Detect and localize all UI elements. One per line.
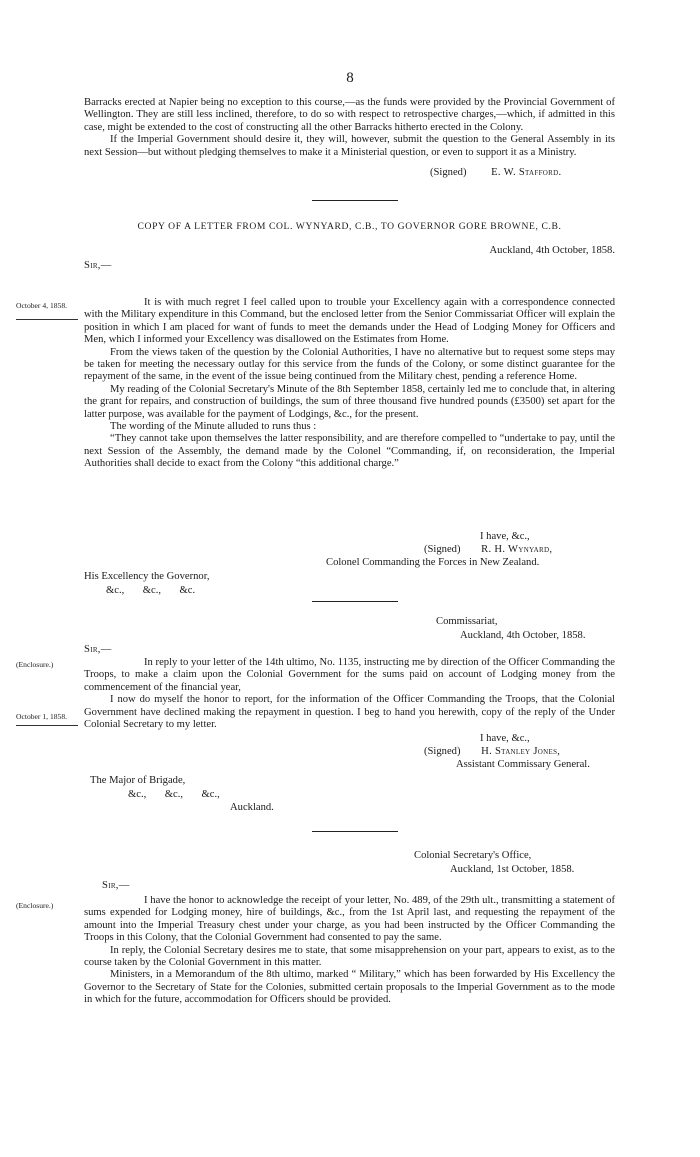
- paragraph: I now do myself the honor to report, for the information of the Officer Commanding the Troops, that the Colonial Government have declined making the repayment in question. I beg to hand you herewith, copy of the reply of the Under Colonial Secretary to my letter.: [84, 694, 615, 731]
- addressee-line: &c., &c., &c.,: [128, 789, 220, 800]
- salutation: Sir,—: [84, 644, 112, 655]
- addressee-line: &c., &c., &c.: [106, 585, 196, 596]
- margin-note: (Enclosure.): [16, 901, 54, 910]
- signature-line: [424, 746, 560, 759]
- signed-label: (Signed): [424, 746, 461, 757]
- margin-rule: [16, 725, 78, 726]
- closing: I have, &c.,: [480, 531, 530, 542]
- signed-label: (Signed): [424, 544, 461, 555]
- place-line: Commissariat,: [436, 616, 498, 627]
- signed-name: R. H. Wynyard,: [481, 544, 553, 555]
- paragraph: In reply, the Colonial Secretary desires me to state, that some misapprehension on your part, appears to exist, as to the course taken by the Colonial Government in this matter.: [84, 944, 615, 969]
- paragraph: It is with much regret I feel called upon to trouble your Excellency again with a correspondence connected with the Military expenditure in this Command, but the enclosed letter from the Senior Commissariat Officer will explain the position in which I am placed for want of funds to meet the demands under the Head of Lodging Money for Officers and Men, which I informed your Excellency was disallowed on the Estimates from Home.: [84, 297, 615, 346]
- place-date: Auckland, 4th October, 1858.: [489, 245, 615, 256]
- letter2-body: [84, 657, 615, 731]
- paragraph: Barracks erected at Napier being no exception to this course,—as the funds were provided by the Provincial Government of Wellington. They are still less inclined, therefore, to do so with respect to retrospective charges,—which, if admitted in this case, might be extended to the cost of constructing all the other Barracks hitherto erected in the Colony.: [84, 97, 615, 133]
- paragraph: I have the honor to acknowledge the receipt of your letter, No. 489, of the 29th ult., transmitting a statement of sums expended for Lodging money, hire of buildings, &c., from the 1st April last, and requesting the repayment of the amount into the Imperial Treasury chest under your charge, as you had been instructed by the Officer Commanding the Troops in this Colony, that the Colonial Government had consented to pay the same.: [84, 895, 615, 944]
- place-line: Colonial Secretary's Office,: [414, 850, 532, 861]
- top-section: [84, 97, 615, 159]
- divider: [312, 601, 398, 602]
- signature-line: [424, 544, 552, 557]
- addressee-line: The Major of Brigade,: [90, 775, 186, 786]
- letter1-body: [84, 297, 615, 471]
- signed-title: Colonel Commanding the Forces in New Zealand.: [326, 557, 540, 568]
- paragraph: In reply to your letter of the 14th ultimo, No. 1135, instructing me by direction of the Officer Commanding the Troops, to make a claim upon the Colonial Government for the sums paid on account of Lodging money from the commencement of the financial year,: [84, 657, 615, 693]
- signed-label: (Signed): [430, 167, 467, 178]
- divider: [312, 831, 398, 832]
- signed-title: Assistant Commissary General.: [456, 759, 590, 770]
- paragraph: Ministers, in a Memorandum of the 8th ultimo, marked “ Military,” which has been forwarded by His Excellency the Governor to the Secretary of State for the Colonies, submitted certain proposals to the Imperial Government as to the mode in which for the future, accommodation for Officers should be provided.: [84, 969, 615, 1006]
- margin-note: October 1, 1858.: [16, 712, 68, 721]
- margin-rule: [16, 319, 78, 320]
- salutation: Sir,—: [84, 260, 112, 271]
- margin-note: (Enclosure.): [16, 660, 54, 669]
- place-line: Auckland, 1st October, 1858.: [450, 864, 575, 875]
- place-line: Auckland, 4th October, 1858.: [460, 630, 586, 641]
- paragraph: If the Imperial Government should desire it, they will, however, submit the question to the General Assembly in its next Session—but without pledging themselves to make it a Ministerial question, or even to support it as a Ministry.: [84, 134, 615, 158]
- salutation: Sir,—: [102, 880, 130, 891]
- paragraph: From the views taken of the question by the Colonial Authorities, I have no alternative but to request some steps may be taken for meeting the necessary outlay for this service from the funds of the Colony, or some distinct guarantee for the repayment of the same, in the event of the issue being continued from the Military chest, pending a reference Home.: [84, 346, 615, 383]
- margin-note: October 4, 1858.: [16, 301, 68, 310]
- divider: [312, 200, 398, 201]
- signed-name: H. Stanley Jones,: [481, 746, 561, 757]
- letter-heading: COPY OF A LETTER FROM COL. WYNYARD, C.B., TO GOVERNOR GORE BROWNE, C.B.: [137, 221, 562, 232]
- closing: I have, &c.,: [480, 733, 530, 744]
- page-number: 8: [346, 70, 354, 86]
- signature-line: [430, 167, 561, 180]
- quoted-minute: “They cannot take upon themselves the latter responsibility, and are therefore compelled to “undertake to pay, until the next Session of the Assembly, the demand made by the Colonel “Commanding, if, on reconsideration, the Imperial Authorities shall decide to exact from the Colony “this additional charge.”: [84, 433, 615, 470]
- letter3-body: [84, 895, 615, 1007]
- paragraph: My reading of the Colonial Secretary's Minute of the 8th September 1858, certainly led me to conclude that, in altering the grant for repairs, and construction of buildings, the sum of three thousand five hundred pounds (£3500) set apart for the latter purpose, was available for the payment of Lodgings, &c., for the present.: [84, 383, 615, 420]
- paragraph: The wording of the Minute alluded to runs thus :: [110, 421, 317, 433]
- signed-name: E. W. Stafford.: [491, 167, 562, 178]
- addressee-line: Auckland.: [230, 802, 274, 813]
- addressee-line: His Excellency the Governor,: [84, 571, 210, 582]
